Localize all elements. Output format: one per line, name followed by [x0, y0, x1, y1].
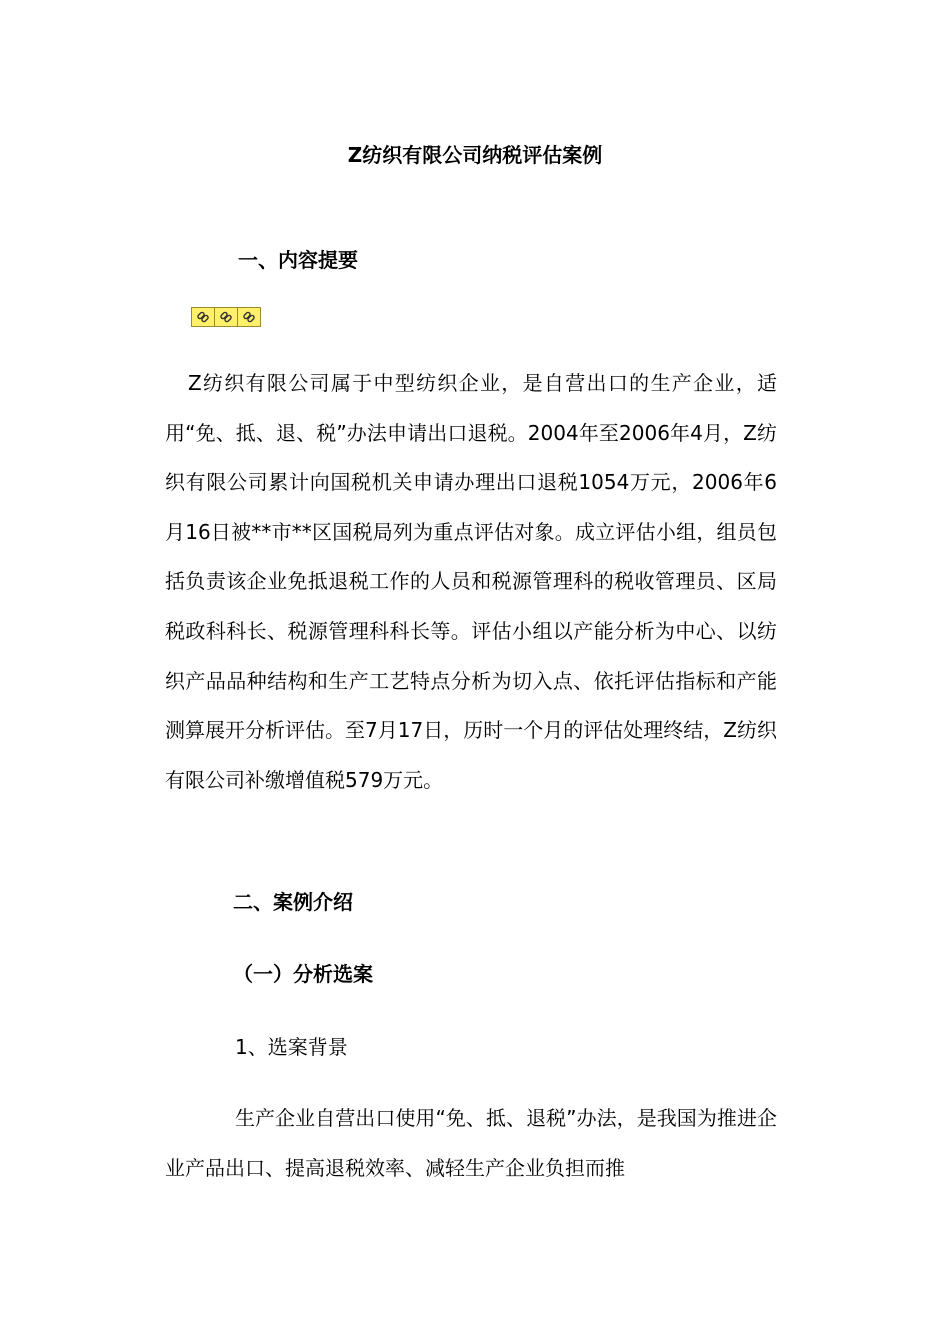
item-heading-background: 1、选案背景: [235, 1035, 348, 1059]
document-title: Z纺织有限公司纳税评估案例: [347, 143, 603, 167]
summary-paragraph: Z纺织有限公司属于中型纺织企业，是自营出口的生产企业，适用“免、抵、退、税”办法申请出口退税。2004年至2006年4月，Z纺织有限公司累计向国税机关申请办理出口退税1054万元，2006年6月16日被**市**区国税局列为重点评估对象。成立评估小组，组员包括负责该企业免抵退税工作的人员和税源管理科的税收管理员、区局税政科科长、税源管理科科长等。评估小组以产能分析为中心、以纺织产品品种结构和生产工艺特点分析为切入点、依托评估指标和产能测算展开分析评估。至7月17日，历时一个月的评估处理终结，Z纺织有限公司补缴增值税579万元。: [165, 371, 777, 792]
section-heading-case-intro: 二、案例介绍: [233, 890, 353, 914]
link-icon[interactable]: [215, 308, 238, 326]
background-paragraph: 生产企业自营出口使用“免、抵、退税”办法，是我国为推进企业产品出口、提高退税效率、减轻生产企业负担而推: [165, 1106, 777, 1180]
link-icon[interactable]: [192, 308, 215, 326]
attachment-icon-strip[interactable]: [191, 307, 261, 327]
subsection-heading-analysis: （一）分析选案: [233, 962, 373, 986]
link-icon[interactable]: [238, 308, 260, 326]
section-heading-summary: 一、内容提要: [238, 248, 358, 272]
